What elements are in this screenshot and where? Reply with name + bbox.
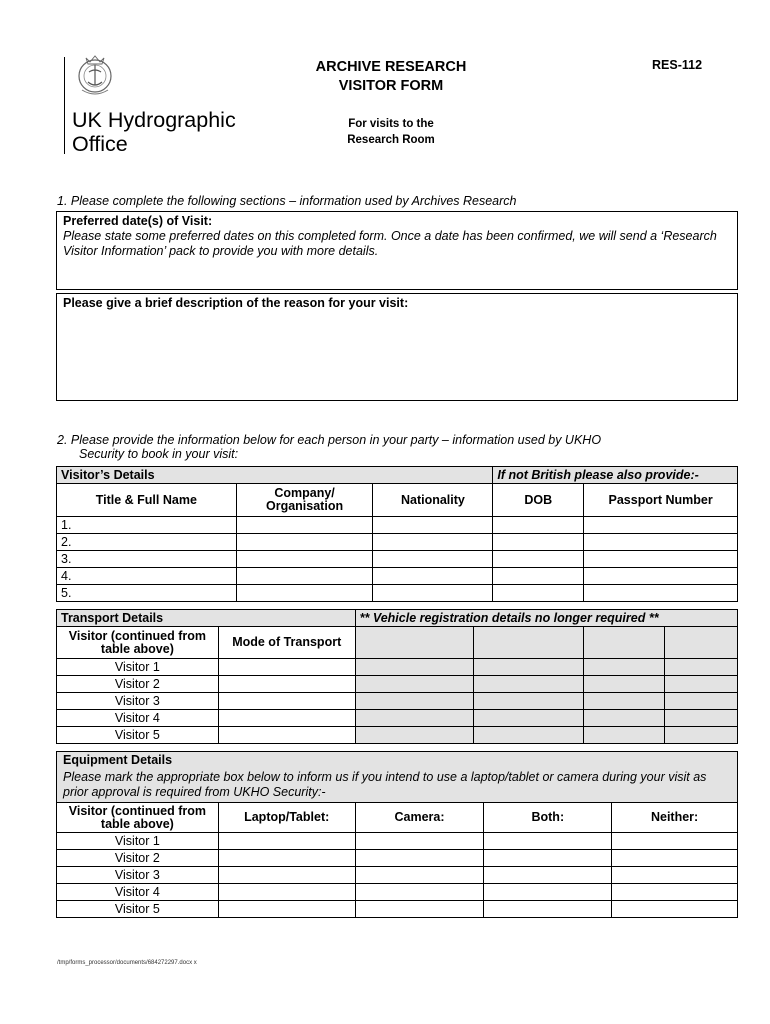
col-dob: DOB: [493, 484, 584, 517]
col-visitor: Visitor (continued from table above): [57, 627, 219, 659]
equipment-text: Please mark the appropriate box below to inform us if you intend to use a laptop/tablet or camera during your visit as prior approval is required from UKHO Security:-: [63, 770, 707, 799]
neither-cell[interactable]: [612, 901, 738, 918]
dob-cell[interactable]: [493, 568, 584, 585]
col-company: Company/ Organisation: [236, 484, 373, 517]
visitor-label: Visitor 4: [57, 884, 219, 901]
camera-cell[interactable]: [355, 901, 484, 918]
disabled-cell: [584, 627, 665, 659]
form-subtitle: For visits to the Research Room: [347, 118, 435, 146]
mode-cell[interactable]: [218, 659, 355, 676]
neither-cell[interactable]: [612, 850, 738, 867]
both-cell[interactable]: [484, 901, 612, 918]
table-row: [57, 833, 738, 850]
visitor-label: Visitor 2: [57, 850, 219, 867]
col-both: Both:: [484, 803, 612, 833]
disabled-cell: [355, 676, 474, 693]
disabled-cell: [474, 676, 584, 693]
table-row: [57, 517, 738, 534]
visitor-label: Visitor 5: [57, 901, 219, 918]
mode-cell[interactable]: [218, 727, 355, 744]
table-row: [57, 676, 738, 693]
passport-cell[interactable]: [584, 517, 738, 534]
both-cell[interactable]: [484, 867, 612, 884]
table-row: [57, 850, 738, 867]
equipment-table: [56, 751, 738, 918]
table-row: [57, 585, 738, 602]
laptop-cell[interactable]: [218, 867, 355, 884]
vehicle-note: ** Vehicle registration details no longer required **: [355, 610, 737, 627]
nationality-cell[interactable]: [373, 551, 493, 568]
visitors-table: [56, 466, 738, 602]
row-number: 2.: [57, 534, 237, 551]
company-cell[interactable]: [236, 568, 373, 585]
non-british-note: If not British please also provide:-: [493, 467, 738, 484]
camera-cell[interactable]: [355, 850, 484, 867]
visitor-label: Visitor 3: [57, 693, 219, 710]
disabled-cell: [355, 627, 474, 659]
visitor-label: Visitor 2: [57, 676, 219, 693]
nationality-cell[interactable]: [373, 517, 493, 534]
company-cell[interactable]: [236, 585, 373, 602]
nationality-cell[interactable]: [373, 568, 493, 585]
visitor-label: Visitor 1: [57, 833, 219, 850]
col-title-name: Title & Full Name: [57, 484, 237, 517]
laptop-cell[interactable]: [218, 833, 355, 850]
visit-reason-title: Please give a brief description of the reason for your visit:: [63, 296, 409, 310]
preferred-dates-box[interactable]: [56, 211, 738, 290]
equipment-title: Equipment Details: [63, 753, 173, 767]
col-nationality: Nationality: [373, 484, 493, 517]
disabled-cell: [474, 710, 584, 727]
both-cell[interactable]: [484, 884, 612, 901]
visit-reason-box[interactable]: [56, 293, 738, 401]
visitor-label: Visitor 4: [57, 710, 219, 727]
row-number: 1.: [57, 517, 237, 534]
disabled-cell: [355, 693, 474, 710]
both-cell[interactable]: [484, 833, 612, 850]
nationality-cell[interactable]: [373, 534, 493, 551]
disabled-cell: [665, 659, 738, 676]
disabled-cell: [474, 727, 584, 744]
mode-cell[interactable]: [218, 676, 355, 693]
transport-table: [56, 609, 738, 744]
visitor-label: Visitor 5: [57, 727, 219, 744]
disabled-cell: [474, 693, 584, 710]
laptop-cell[interactable]: [218, 884, 355, 901]
table-row: [57, 551, 738, 568]
disabled-cell: [355, 727, 474, 744]
row-number: 4.: [57, 568, 237, 585]
neither-cell[interactable]: [612, 833, 738, 850]
col-passport: Passport Number: [584, 484, 738, 517]
visitor-label: Visitor 3: [57, 867, 219, 884]
mode-cell[interactable]: [218, 710, 355, 727]
nationality-cell[interactable]: [373, 585, 493, 602]
company-cell[interactable]: [236, 517, 373, 534]
camera-cell[interactable]: [355, 867, 484, 884]
col-mode: Mode of Transport: [218, 627, 355, 659]
disabled-cell: [584, 676, 665, 693]
visitor-label: Visitor 1: [57, 659, 219, 676]
form-code: RES-112: [652, 58, 703, 72]
preferred-dates-text: Please state some preferred dates on this completed form. Once a date has been confirmed, we will send a ‘Research Visitor Information’ pack to provide you with more details.: [63, 229, 717, 258]
passport-cell[interactable]: [584, 551, 738, 568]
disabled-cell: [584, 727, 665, 744]
camera-cell[interactable]: [355, 833, 484, 850]
table-row: [57, 568, 738, 585]
table-row: [57, 710, 738, 727]
table-row: [57, 867, 738, 884]
dob-cell[interactable]: [493, 534, 584, 551]
transport-title: Transport Details: [57, 610, 356, 627]
form-title: ARCHIVE RESEARCH VISITOR FORM: [315, 59, 467, 94]
logo-divider: [64, 57, 65, 154]
footer-path: /tmp/forms_processor/documents/684272297.docx x: [57, 960, 197, 966]
mode-cell[interactable]: [218, 693, 355, 710]
disabled-cell: [584, 659, 665, 676]
neither-cell[interactable]: [612, 867, 738, 884]
section2-instruction: 2. Please provide the information below for each person in your party – information used by UKHO Security to book in your visit:: [57, 433, 602, 461]
both-cell[interactable]: [484, 850, 612, 867]
disabled-cell: [665, 693, 738, 710]
disabled-cell: [584, 710, 665, 727]
laptop-cell[interactable]: [218, 901, 355, 918]
col-neither: Neither:: [612, 803, 738, 833]
dob-cell[interactable]: [493, 517, 584, 534]
dob-cell[interactable]: [493, 585, 584, 602]
disabled-cell: [355, 659, 474, 676]
col-laptop: Laptop/Tablet:: [218, 803, 355, 833]
disabled-cell: [665, 710, 738, 727]
row-number: 3.: [57, 551, 237, 568]
table-row: [57, 693, 738, 710]
table-row: [57, 727, 738, 744]
disabled-cell: [474, 659, 584, 676]
visitors-title: Visitor’s Details: [57, 467, 493, 484]
disabled-cell: [665, 676, 738, 693]
disabled-cell: [665, 727, 738, 744]
passport-cell[interactable]: [584, 568, 738, 585]
dob-cell[interactable]: [493, 551, 584, 568]
disabled-cell: [665, 627, 738, 659]
crest-emblem: [74, 52, 116, 107]
org-name: UK Hydrographic Office: [72, 108, 236, 156]
disabled-cell: [584, 693, 665, 710]
camera-cell[interactable]: [355, 884, 484, 901]
preferred-dates-title: Preferred date(s) of Visit:: [63, 214, 213, 228]
col-camera: Camera:: [355, 803, 484, 833]
row-number: 5.: [57, 585, 237, 602]
table-row: [57, 534, 738, 551]
passport-cell[interactable]: [584, 534, 738, 551]
company-cell[interactable]: [236, 551, 373, 568]
table-row: [57, 901, 738, 918]
company-cell[interactable]: [236, 534, 373, 551]
section1-instruction: 1. Please complete the following sections – information used by Archives Research: [57, 194, 517, 208]
passport-cell[interactable]: [584, 585, 738, 602]
laptop-cell[interactable]: [218, 850, 355, 867]
table-row: [57, 659, 738, 676]
table-row: [57, 884, 738, 901]
disabled-cell: [355, 710, 474, 727]
col-visitor: Visitor (continued from table above): [57, 803, 219, 833]
neither-cell[interactable]: [612, 884, 738, 901]
disabled-cell: [474, 627, 584, 659]
